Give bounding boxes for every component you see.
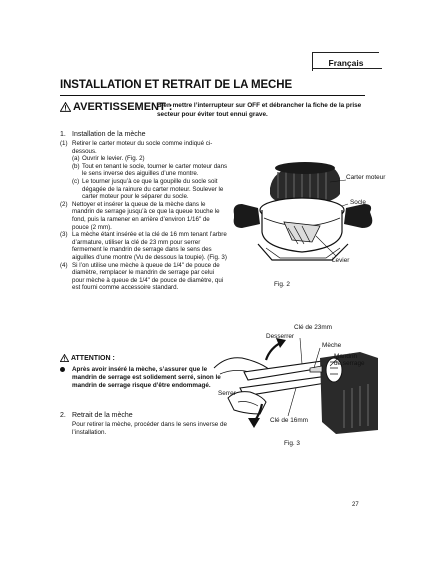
attention-label: ATTENTION : [71, 354, 115, 362]
label-wrench-16mm: Clé de 16mm [270, 417, 309, 424]
removal-heading-text: Retrait de la mèche [72, 412, 133, 419]
warning-triangle-icon [60, 102, 71, 112]
install-step-1b [60, 163, 228, 178]
section-title-rule [60, 95, 365, 96]
install-step-1a [60, 155, 228, 163]
warning-block [60, 101, 370, 119]
install-heading-text: Installation de la mèche [72, 131, 146, 138]
install-step-1c [60, 178, 228, 201]
step-text: Si l’on utilise une mèche à queue de 1/4" de pouce de diamètre, remplacer le mandrin de serrage par celui pour mèche à queue de 1/4" de pouce de diamètre, qui est fourni comme accessoire standard. [72, 261, 224, 292]
attention-text: Après avoir inséré la mèche, s’assurer que le mandrin de serrage est solidement serré, sinon le mandrin de serrage risque d’être endommagé. [72, 366, 221, 389]
step-text: Nettoyer et insérer la queue de la mèche dans le mandrin de serrage jusqu’à ce que la queue touche le fond, puis la ramener en arrière d’environ 1/16" de pouce (2 mm). [72, 200, 220, 231]
step-number: (4) [60, 261, 68, 269]
step-number: (2) [60, 200, 68, 208]
figure-2 [228, 148, 386, 278]
removal-heading-number: 2. [60, 412, 66, 419]
install-heading-number: 1. [60, 131, 66, 138]
install-heading [60, 130, 228, 139]
bullet-icon [60, 367, 65, 372]
install-section [60, 130, 228, 292]
removal-text: Pour retirer la mèche, procéder dans le sens inverse de l’installation. [72, 421, 228, 436]
label-lever: Levier [332, 257, 350, 264]
attention-heading [60, 354, 230, 362]
step-text: Le tourner jusqu’à ce que la goupille du socle soit dégagée de la rainure du carter moteur. Soulever le carter moteur pour le séparer du socle. [82, 177, 224, 201]
label-base: Socle [350, 199, 366, 206]
removal-heading [60, 411, 230, 420]
step-text: La mèche étant insérée et la clé de 16 mm tenant l’arbre d’armature, utiliser la clé de 23 mm pour serrer fermement le mandrin de serrage dans le sens des aiguilles d’une montre (Vu de dessous la toupie). (Fig. 3) [72, 231, 227, 261]
figure-2-caption: Fig. 2 [274, 281, 290, 288]
figure-3 [210, 318, 380, 440]
attention-block [60, 354, 230, 390]
section-title: INSTALLATION ET RETRAIT DE LA MECHE [60, 79, 293, 91]
label-collet: Mandrin de serrage [334, 353, 365, 367]
label-wrench-23mm: Clé de 23mm [294, 324, 333, 331]
warning-heading [60, 101, 172, 113]
figure-3-caption: Fig. 3 [284, 440, 300, 447]
label-tighten: Serrer [218, 390, 236, 397]
language-tab-rule [312, 68, 382, 69]
language-label: Français [328, 58, 364, 68]
label-motor-housing: Carter moteur [346, 174, 386, 181]
label-bit: Mèche [322, 342, 342, 349]
step-number: (c) [72, 177, 80, 185]
step-number: (a) [72, 155, 80, 163]
install-step-1 [60, 140, 228, 155]
step-text: Tout en tenant le socle, tourner le carter moteur dans le sens inverse des aiguilles d’une montre. [82, 162, 228, 178]
router-base-illustration [228, 148, 378, 278]
attention-body [60, 366, 230, 390]
removal-section [60, 411, 230, 436]
step-number: (1) [60, 140, 68, 147]
label-loosen: Desserrer [266, 333, 295, 340]
warning-text: Bien mettre l’interrupteur sur OFF et débrancher la fiche de la prise secteur pour éviter tout ennui grave. [157, 102, 362, 118]
step-number: (b) [72, 162, 80, 170]
step-text: Retirer le carter moteur du socle comme indiqué ci-dessous. [72, 140, 213, 155]
warning-label: AVERTISSEMENT : [73, 101, 173, 113]
step-text: Ouvrir le levier. (Fig. 2) [82, 155, 145, 163]
install-step-2 [60, 201, 228, 231]
install-step-4 [60, 262, 228, 292]
install-step-3 [60, 231, 228, 261]
page-number: 27 [352, 502, 359, 508]
warning-triangle-icon [60, 354, 69, 362]
step-number: (3) [60, 231, 68, 239]
